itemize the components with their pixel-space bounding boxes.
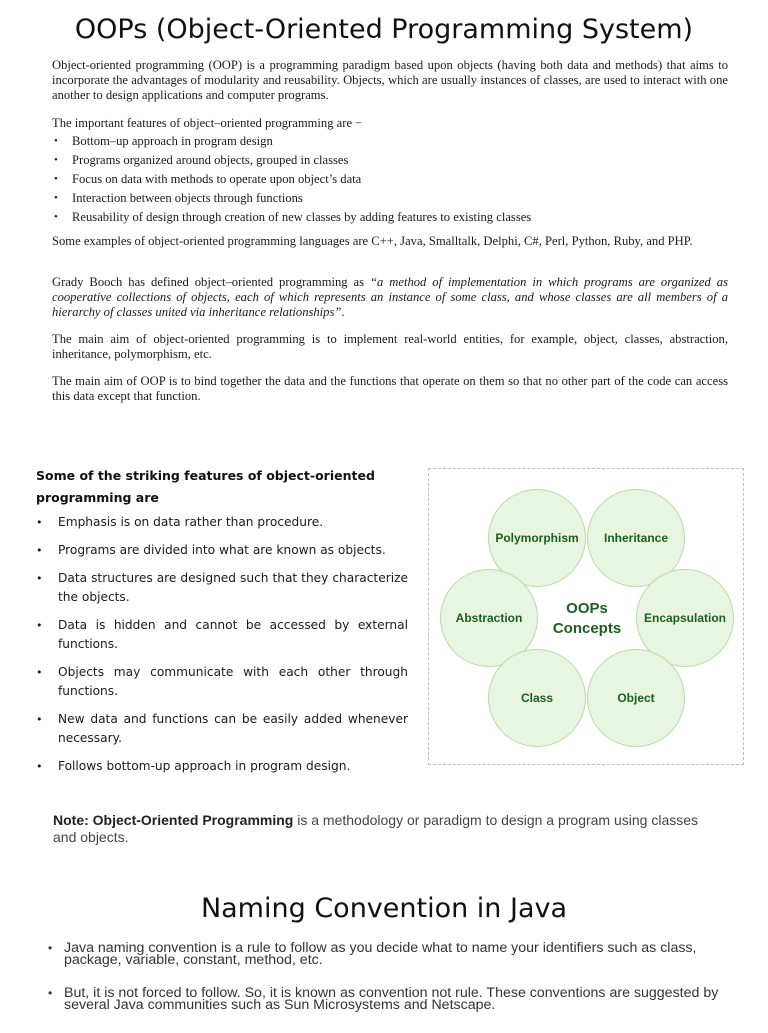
list-item: • Data structures are designed such that they characterize the objects. [36, 569, 408, 607]
list-item: • Objects may communicate with each other through functions. [36, 663, 408, 701]
list-item: • Focus on data with methods to operate upon object’s data [52, 170, 728, 189]
node-encapsulation: Encapsulation [636, 569, 734, 667]
page-title: OOPs (Object-Oriented Programming System) [74, 14, 694, 45]
list-item: • Emphasis is on data rather than procedure. [36, 513, 408, 532]
node-polymorphism: Polymorphism [488, 489, 586, 587]
list-item: • Interaction between objects through functions [52, 189, 728, 208]
striking-list [36, 513, 408, 785]
booch-quote: “a method of implementation in which programs are organized as cooperative collections of objects, each of which represents an instance of some class, and whose classes are all members of a hierarchy of classes united via inheritance relationships” [52, 275, 728, 320]
list-item: • But, it is not forced to follow. So, it is known as convention not rule. These conventions are suggested by several Java communities such as Sun Microsystems and Netscape. [48, 988, 728, 1011]
java-points-list [48, 940, 728, 1033]
booch-prefix: Grady Booch has defined object–oriented programming as [52, 275, 370, 289]
list-item: • Follows bottom-up approach in program design. [36, 757, 408, 776]
examples-paragraph: Some examples of object-oriented programming languages are C++, Java, Smalltalk, Delphi, C#, Perl, Python, Ruby, and PHP. [52, 234, 693, 248]
booch-suffix: . [341, 305, 345, 320]
features-heading: The important features of object–oriented programming are − [52, 116, 363, 130]
list-item: • Programs are divided into what are known as objects. [36, 541, 408, 560]
aim-paragraph-2: The main aim of OOP is to bind together the data and the functions that operate on them so that no other part of the code can access this data except that function. [52, 374, 728, 404]
intro-paragraph: Object-oriented programming (OOP) is a programming paradigm based upon objects (having both data and methods) that aims to incorporate the advantages of modularity and reusability. Objects, which are usually instances of classes, are used to interact with one another to design applications and computer programs. [52, 58, 728, 103]
node-abstraction: Abstraction [440, 569, 538, 667]
diagram-center-label [537, 599, 637, 639]
list-item: • Data is hidden and cannot be accessed by external functions. [36, 616, 408, 654]
note [53, 812, 713, 846]
list-item: • New data and functions can be easily added whenever necessary. [36, 710, 408, 748]
center-line-2: Concepts [552, 620, 622, 637]
java-section-title: Naming Convention in Java [200, 893, 568, 924]
node-object: Object [587, 649, 685, 747]
node-inheritance: Inheritance [587, 489, 685, 587]
striking-heading: Some of the striking features of object-oriented programming are [36, 468, 375, 505]
node-class: Class [488, 649, 586, 747]
note-label: Note: Object-Oriented Programming [53, 812, 294, 828]
list-item: • Programs organized around objects, grouped in classes [52, 151, 728, 170]
note-text: is a methodology or paradigm to design a program using classes and objects. [53, 812, 699, 845]
list-item: • Java naming convention is a rule to follow as you decide what to name your identifiers such as class, package, variable, constant, method, etc. [48, 943, 728, 966]
features-list [52, 132, 728, 227]
center-line-1: OOPs [566, 600, 608, 617]
list-item: • Bottom–up approach in program design [52, 132, 728, 151]
booch-paragraph [52, 275, 728, 321]
oops-concepts-diagram [428, 468, 744, 765]
list-item: • Reusability of design through creation of new classes by adding features to existing classes [52, 208, 728, 227]
aim-paragraph-1: The main aim of object-oriented programming is to implement real-world entities, for example, object, classes, abstraction, inheritance, polymorphism, etc. [52, 332, 728, 362]
